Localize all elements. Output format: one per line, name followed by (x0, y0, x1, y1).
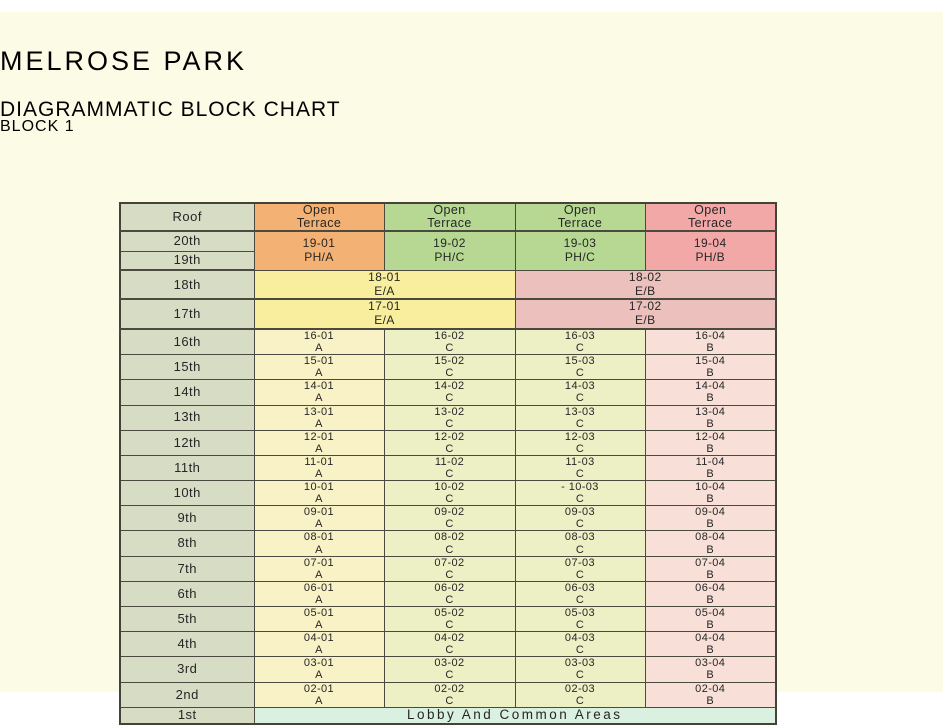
unit-cell (645, 531, 776, 556)
unit-cell-line: B (706, 593, 715, 606)
unit-cell-line: Open (694, 203, 727, 217)
unit-cell (515, 329, 645, 355)
unit-cell-line: C (445, 518, 454, 531)
unit-cell-line: 08-04 (695, 531, 726, 544)
unit-cell-line: 12-04 (695, 430, 726, 443)
unit-cell (515, 299, 776, 329)
unit-cell-line: 03-02 (434, 657, 465, 670)
unit-cell (515, 355, 645, 380)
unit-cell-line: Open (563, 203, 597, 217)
unit-cell-line: C (575, 593, 585, 606)
unit-cell-line: C (575, 342, 585, 355)
unit-cell (645, 607, 776, 632)
unit-cell (254, 380, 384, 405)
unit-cell-line: B (706, 644, 715, 657)
unit-cell (515, 581, 645, 606)
unit-cell-line: C (575, 518, 585, 531)
table-row (120, 481, 776, 506)
unit-cell (645, 455, 776, 480)
floor-label: 18th (120, 270, 254, 299)
floor-label: 9th (120, 506, 254, 531)
unit-cell (645, 581, 776, 606)
unit-cell (515, 531, 645, 556)
open-terrace-cell (384, 203, 515, 231)
unit-cell-line: B (706, 342, 715, 355)
unit-cell-line: C (445, 568, 454, 581)
open-terrace-cell (645, 203, 776, 231)
unit-cell-line: A (315, 593, 323, 606)
unit-cell-line: B (706, 669, 715, 682)
unit-cell-line: B (706, 619, 715, 632)
table-row (120, 430, 776, 455)
unit-cell-line: 06-04 (695, 581, 726, 594)
unit-cell-line: 13-03 (564, 405, 596, 418)
table-row (120, 405, 776, 430)
floor-label: 15th (120, 355, 254, 380)
unit-cell (384, 231, 515, 270)
unit-cell-line: 19-01 (302, 236, 336, 251)
unit-cell (645, 355, 776, 380)
unit-cell-line: A (315, 669, 323, 682)
unit-cell (515, 657, 645, 682)
unit-cell-line: A (315, 417, 323, 430)
unit-cell-line: B (706, 543, 715, 556)
unit-cell-line: 05-01 (303, 607, 335, 619)
table-row (120, 556, 776, 581)
unit-cell (254, 430, 384, 455)
unit-cell (645, 657, 776, 682)
unit-cell-line: Open (433, 203, 466, 217)
unit-cell-line: C (575, 644, 585, 657)
unit-cell-line: 07-02 (434, 556, 465, 569)
unit-cell (384, 682, 515, 707)
unit-cell-line: 05-03 (564, 607, 596, 619)
open-terrace-cell (515, 203, 645, 231)
unit-cell (384, 329, 515, 355)
unit-cell-line: 06-01 (303, 581, 335, 594)
unit-cell-line: Terrace (688, 216, 733, 231)
unit-cell-line: A (315, 467, 323, 480)
unit-cell-line: C (575, 392, 585, 405)
floor-label: 3rd (120, 657, 254, 682)
floor-label: 16th (120, 329, 254, 355)
unit-cell-line: 19-03 (563, 236, 597, 251)
unit-cell-line: E/A (374, 313, 395, 328)
unit-cell (254, 556, 384, 581)
unit-cell-line: 07-03 (564, 556, 596, 569)
unit-cell (515, 506, 645, 531)
unit-cell-line: 10-01 (303, 481, 335, 494)
unit-cell-line: 05-02 (434, 607, 465, 619)
unit-cell (645, 231, 776, 270)
unit-cell-line: 16-02 (434, 329, 465, 342)
unit-cell-line: C (445, 694, 454, 707)
unit-cell-line: C (445, 493, 454, 506)
unit-cell-line: B (706, 442, 715, 455)
unit-cell-line: 06-02 (434, 581, 465, 594)
unit-cell-line: 03-03 (564, 657, 596, 670)
unit-cell-line: C (575, 493, 585, 506)
unit-cell-line: 14-04 (695, 380, 726, 393)
unit-cell-line: 09-02 (434, 506, 465, 519)
unit-cell-line: 10-04 (695, 481, 726, 494)
unit-cell-line: B (706, 568, 715, 581)
unit-cell-line: B (706, 493, 715, 506)
unit-cell-line: C (575, 442, 585, 455)
unit-cell (515, 632, 645, 657)
floor-label: 19th (120, 251, 254, 270)
unit-cell-line: 16-01 (303, 329, 335, 342)
floor-label: 11th (120, 455, 254, 480)
unit-cell-line: 12-03 (564, 430, 596, 443)
unit-cell-line: C (445, 342, 454, 355)
unit-cell (645, 405, 776, 430)
unit-cell (254, 581, 384, 606)
floor-label: 7th (120, 556, 254, 581)
block-label: BLOCK 1 (0, 118, 75, 135)
unit-cell-line: 11-01 (304, 455, 334, 468)
unit-cell (384, 581, 515, 606)
table-row (120, 231, 776, 251)
unit-cell-line: 13-04 (695, 405, 726, 418)
unit-cell-line: 08-01 (303, 531, 335, 544)
unit-cell (384, 607, 515, 632)
unit-cell (645, 329, 776, 355)
floor-label: 2nd (120, 682, 254, 707)
table-row (120, 632, 776, 657)
unit-cell (384, 531, 515, 556)
unit-cell-line: A (315, 694, 323, 707)
unit-cell-line: 16-03 (564, 329, 596, 342)
unit-cell-line: 04-01 (303, 632, 335, 645)
block-chart-table (119, 202, 777, 725)
unit-cell-line: Open (302, 203, 336, 217)
unit-cell-line: C (575, 467, 585, 480)
unit-cell-line: 10-02 (434, 481, 465, 494)
block-chart-body (120, 203, 776, 724)
unit-cell-line: B (706, 367, 715, 380)
unit-cell (645, 481, 776, 506)
unit-cell (254, 329, 384, 355)
floor-label: 10th (120, 481, 254, 506)
unit-cell (645, 556, 776, 581)
unit-cell (254, 355, 384, 380)
unit-cell-line: E/A (374, 283, 395, 298)
unit-cell-line: C (445, 367, 454, 380)
table-row (120, 203, 776, 231)
unit-cell (645, 506, 776, 531)
unit-cell (645, 632, 776, 657)
table-row (120, 657, 776, 682)
unit-cell-line: 16-04 (695, 329, 726, 342)
chart-subtitle: DIAGRAMMATIC BLOCK CHART (0, 98, 341, 121)
unit-cell (384, 455, 515, 480)
table-row (120, 506, 776, 531)
unit-cell-line: C (575, 619, 585, 632)
unit-cell (254, 405, 384, 430)
unit-cell-line: C (445, 619, 454, 632)
unit-cell-line: A (315, 342, 323, 355)
unit-cell-line: C (575, 669, 585, 682)
floor-label: 8th (120, 531, 254, 556)
unit-cell-line: A (315, 568, 323, 581)
unit-cell-line: 11-04 (695, 455, 725, 468)
floor-label: 5th (120, 607, 254, 632)
unit-cell-line: C (445, 467, 454, 480)
unit-cell-line: 12-01 (303, 430, 335, 443)
unit-cell (384, 481, 515, 506)
unit-cell-line: 04-02 (434, 632, 465, 645)
table-row (120, 531, 776, 556)
unit-cell-line: PH/B (695, 250, 726, 264)
unit-cell-line: C (445, 543, 454, 556)
table-row (120, 682, 776, 707)
unit-cell (515, 682, 645, 707)
unit-cell-line: 08-03 (564, 531, 596, 544)
unit-cell (384, 657, 515, 682)
unit-cell-line: 12-02 (434, 430, 465, 443)
scanned-page (0, 12, 943, 723)
floor-label: Roof (120, 203, 254, 231)
unit-cell-line: 15-01 (303, 355, 335, 368)
unit-cell (515, 481, 645, 506)
floor-label: 6th (120, 581, 254, 606)
unit-cell-line: 14-01 (303, 380, 335, 393)
unit-cell (254, 299, 515, 329)
table-row (120, 380, 776, 405)
unit-cell-line: 18-01 (368, 270, 401, 284)
unit-cell-line: 07-01 (303, 556, 335, 569)
lobby-cell (254, 707, 776, 724)
unit-cell (254, 632, 384, 657)
unit-cell (254, 455, 384, 480)
unit-cell-line: 11-03 (565, 455, 595, 468)
unit-cell-line: B (706, 392, 715, 405)
unit-cell-line: C (575, 694, 585, 707)
table-row (120, 581, 776, 606)
table-row (120, 329, 776, 355)
unit-cell (645, 380, 776, 405)
unit-cell (515, 455, 645, 480)
unit-cell (254, 531, 384, 556)
table-row (120, 607, 776, 632)
unit-cell-line: B (706, 694, 715, 707)
unit-cell-line: PH/A (304, 250, 334, 264)
unit-cell-line: A (315, 619, 323, 632)
unit-cell-line: B (706, 518, 715, 531)
floor-label: 13th (120, 405, 254, 430)
unit-cell (254, 682, 384, 707)
table-row (120, 270, 776, 299)
table-row (120, 455, 776, 480)
unit-cell-line: 19-02 (433, 236, 466, 251)
unit-cell-line: Lobby And Common Areas (406, 707, 623, 723)
unit-cell-line: 04-04 (695, 632, 726, 645)
unit-cell-line: 09-01 (303, 506, 335, 519)
unit-cell-line: 02-04 (695, 682, 726, 695)
unit-cell-line: B (706, 417, 715, 430)
unit-cell (515, 405, 645, 430)
unit-cell-line: C (445, 417, 454, 430)
unit-cell-line: A (315, 493, 323, 506)
table-row (120, 355, 776, 380)
unit-cell-line: 13-01 (303, 405, 335, 418)
unit-cell-line: C (445, 644, 454, 657)
unit-cell-line: 03-01 (303, 657, 335, 670)
unit-cell (384, 405, 515, 430)
unit-cell (515, 607, 645, 632)
unit-cell-line: 04-03 (564, 632, 596, 645)
unit-cell-line: B (706, 467, 715, 480)
unit-cell (384, 355, 515, 380)
unit-cell-line: 09-04 (695, 506, 726, 519)
unit-cell-line: C (445, 593, 454, 606)
unit-cell (515, 430, 645, 455)
unit-cell-line: 17-02 (628, 299, 662, 314)
floor-label: 17th (120, 299, 254, 329)
unit-cell (515, 380, 645, 405)
unit-cell-line: 15-03 (564, 355, 596, 368)
unit-cell-line: 09-03 (564, 506, 596, 519)
unit-cell-line: 02-02 (434, 682, 465, 695)
unit-cell (254, 506, 384, 531)
unit-cell-line: 15-04 (695, 355, 726, 368)
open-terrace-cell (254, 203, 384, 231)
table-row (120, 707, 776, 724)
unit-cell-line: Terrace (557, 216, 603, 231)
unit-cell-line: PH/C (434, 250, 465, 264)
unit-cell (515, 231, 645, 270)
unit-cell (515, 556, 645, 581)
unit-cell-line: C (575, 568, 585, 581)
unit-cell-line: 19-04 (693, 236, 727, 251)
table-row (120, 299, 776, 329)
unit-cell (384, 506, 515, 531)
unit-cell-line: C (575, 543, 585, 556)
unit-cell-line: Terrace (296, 216, 342, 231)
unit-cell-line: 17-01 (368, 299, 401, 314)
unit-cell-line: 13-02 (434, 405, 465, 418)
unit-cell-line: 15-02 (434, 355, 465, 368)
unit-cell-line: C (575, 367, 585, 380)
unit-cell (384, 430, 515, 455)
unit-cell (254, 270, 515, 299)
unit-cell-line: A (315, 367, 323, 380)
floor-label: 4th (120, 632, 254, 657)
floor-label: 12th (120, 430, 254, 455)
unit-cell-line: C (445, 442, 454, 455)
floor-label: 1st (120, 707, 254, 724)
unit-cell (254, 481, 384, 506)
floor-label: 14th (120, 380, 254, 405)
unit-cell (254, 231, 384, 270)
unit-cell-line: 18-02 (628, 270, 662, 284)
unit-cell-line: C (445, 669, 454, 682)
unit-cell-line: A (315, 518, 323, 531)
floor-label: 20th (120, 231, 254, 251)
unit-cell-line: 11-02 (434, 455, 465, 468)
unit-cell (384, 380, 515, 405)
unit-cell (254, 607, 384, 632)
unit-cell-line: 08-02 (434, 531, 465, 544)
unit-cell (645, 682, 776, 707)
unit-cell-line: PH/C (564, 250, 596, 264)
unit-cell-line: A (315, 543, 323, 556)
unit-cell-line: A (315, 392, 323, 405)
unit-cell-line: 14-02 (434, 380, 465, 393)
unit-cell (645, 430, 776, 455)
unit-cell-line: A (315, 644, 323, 657)
unit-cell-line: C (575, 417, 585, 430)
unit-cell (254, 657, 384, 682)
unit-cell-line: 03-04 (695, 657, 726, 670)
unit-cell-line: E/B (634, 313, 656, 328)
unit-cell (384, 556, 515, 581)
unit-cell-line: E/B (634, 283, 656, 298)
unit-cell-line: - 10-03 (561, 481, 599, 494)
unit-cell (515, 270, 776, 299)
unit-cell-line: 14-03 (564, 380, 596, 393)
unit-cell-line: Terrace (427, 216, 472, 231)
unit-cell-line: 07-04 (695, 556, 726, 569)
unit-cell-line: C (445, 392, 454, 405)
unit-cell-line: 06-03 (564, 581, 596, 594)
unit-cell (384, 632, 515, 657)
unit-cell-line: 05-04 (695, 607, 726, 619)
unit-cell-line: A (315, 442, 323, 455)
page-title: MELROSE PARK (0, 46, 248, 76)
unit-cell-line: 02-01 (303, 682, 335, 695)
unit-cell-line: 02-03 (564, 682, 596, 695)
